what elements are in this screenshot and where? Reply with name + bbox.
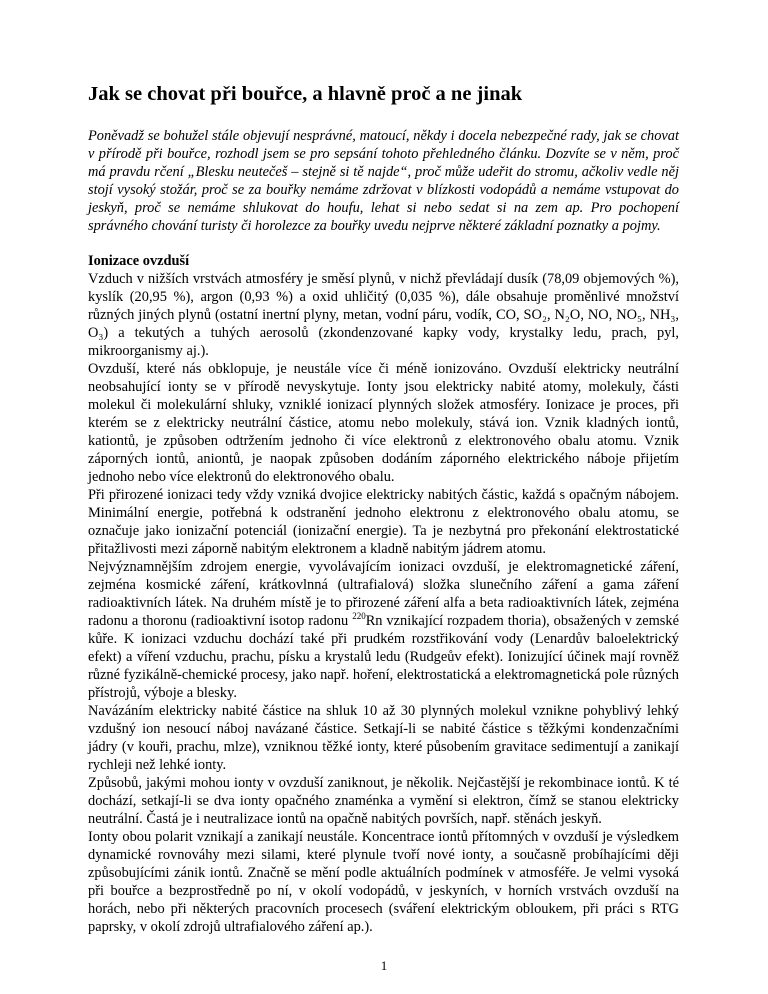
paragraph-2: Ovzduší, které nás obklopuje, je neustále více či méně ionizováno. Ovzduší elektricky neutrální neobsahující ionty se v přírodě nevyskytuje. Ionty jsou elektricky nabité atomy, molekuly, části molekul či molekulární shluky, vzniklé ionizací plynných složek atmosféry. Ionizace je proces, při kterém se z elektricky neutrální částice, atomu nebo molekuly, stává ion. Vznik kladných iontů, kationtů, je způsoben odtržením jednoho či více elektronů z elektronového obalu atomu. Vznik záporných iontů, aniontů, je naopak způsoben dodáním záporného elektrického náboje přijetím jednoho nebo více elektronů do elektronového obalu. [88,361,679,485]
paragraph-6: Způsobů, jakými mohou ionty v ovzduší zaniknout, je několik. Nejčastější je rekombinace iontů. K té dochází, setkají-li se dva ionty opačného znaménka a vymění si elektron, čímž se stanou elektricky neutrální. Častá je i neutralizace iontů na opačně nabitých površích, např. stěnách jeskyň. [88,775,679,827]
section-heading: Ionizace ovzduší [88,253,190,269]
intro-paragraph: Poněvadž se bohužel stále objevují nesprávné, matoucí, někdy i docela nebezpečné rady, jak se chovat v přírodě při bouřce, rozhodl jsem se pro sepsání tohoto přehledného článku. Dozvíte se v něm, proč má pravdu rčení „Blesku neutečeš – stejně si tě najde“, proč může udeřit do stromu, ačkoliv vedle něj stojí vysoký stožár, proč se za bouřky nemáme zdržovat v blízkosti vodopádů a nemáme vstupovat do jeskyň, proč se nemáme shlukovat do houfu, lehat si nebo sedat si na zem ap. Pro pochopení správného chování turisty či horolezce za bouřky uvedu nejprve některé základní poznatky a pojmy. [88,128,679,234]
paragraph-5: Navázáním elektricky nabité částice na shluk 10 až 30 plynných molekul vznikne pohyblivý lehký vzdušný ion nesoucí náboj navázané částice. Setkají-li se nabité částice s těžkými kondenzačními jádry (v kouři, prachu, mlze), vzniknou těžké ionty, které působením gravitace sedimentují a zanikají rychleji než lehké ionty. [88,703,679,773]
document-title: Jak se chovat při bouřce, a hlavně proč a ne jinak [88,83,523,105]
paragraph-4-part-a: Nejvýznamnějším zdrojem energie, vyvolávajícím ionizaci ovzduší, je elektromagnetické záření, zejména kosmické záření, krátkovlnná (ultrafialová) složka slunečního záření a gama záření radioaktivních látek. Na druhém místě je to přirozené záření alfa a beta radioaktivních látek, zejména radonu a thoronu (radioaktivní isotop radonu [88,559,679,629]
page-number: 1 [380,958,388,973]
paragraph-7: Ionty obou polarit vznikají a zanikají neustále. Koncentrace iontů přítomných v ovzduší je výsledkem dynamické rovnováhy mezi silami, které plynule tvoří nové ionty, a současně probíhajícími ději způsobujícími zánik iontů. Značně se mění podle aktuálních podmínek v atmosféře. Je velmi vysoká při bouřce a bezprostředně po ní, v okolí vodopádů, v jeskyních, v horních vrstvách ovzduší na horách, nebo při některých pracovních procesech (sváření elektrickým obloukem, při práci s RTG paprsky, v okolí zdrojů ultrafialového záření ap.). [88,829,679,935]
isotope-superscript: 220 [352,611,366,622]
paragraph-3: Při přirozené ionizaci tedy vždy vzniká dvojice elektricky nabitých částic, každá s opačným nábojem. Minimální energie, potřebná k odstranění jednoho elektronu z elektronového obalu atomu, se označuje jako ionizační potenciál (ionizační energie). Ta je nezbytná pro překonání elektrostatické přitažlivosti mezi záporně nabitým elektronem a kladně nabitým jádrem atomu. [88,487,679,557]
paragraph-4-part-b: Rn vznikající rozpadem thoria), obsažených v zemské kůře. K ionizaci vzduchu dochází také při prudkém rozstřikování vody (Lenardův baloelektrický efekt) a víření vzduchu, prachu, písku a krystalů ledu (Rudgeův efekt). Ionizující účinek mají rovněž různé fyzikálně-chemické procesy, jako např. hoření, elektrostatická a elektromagnetická pole různých přístrojů, výboje a blesky. [88,613,679,701]
paragraph-4 [88,558,679,702]
document-body [88,82,679,936]
paragraph-1: Vzduch v nižších vrstvách atmosféry je směsí plynů, v nichž převládají dusík (78,09 objemových %), kyslík (20,95 %), argon (0,93 %) a oxid uhličitý (0,035 %), dále obsahuje proměnlivé množství různých jiných plynů (ostatní inertní plyny, metan, vodní páru, vodík, CO, SO₂, N₂O, NO, NO₅, NH₃, O₃) a tekutých a tuhých aerosolů (zkondenzované kapky vody, krystalky ledu, prach, pyl, mikroorganismy aj.). [88,271,679,359]
